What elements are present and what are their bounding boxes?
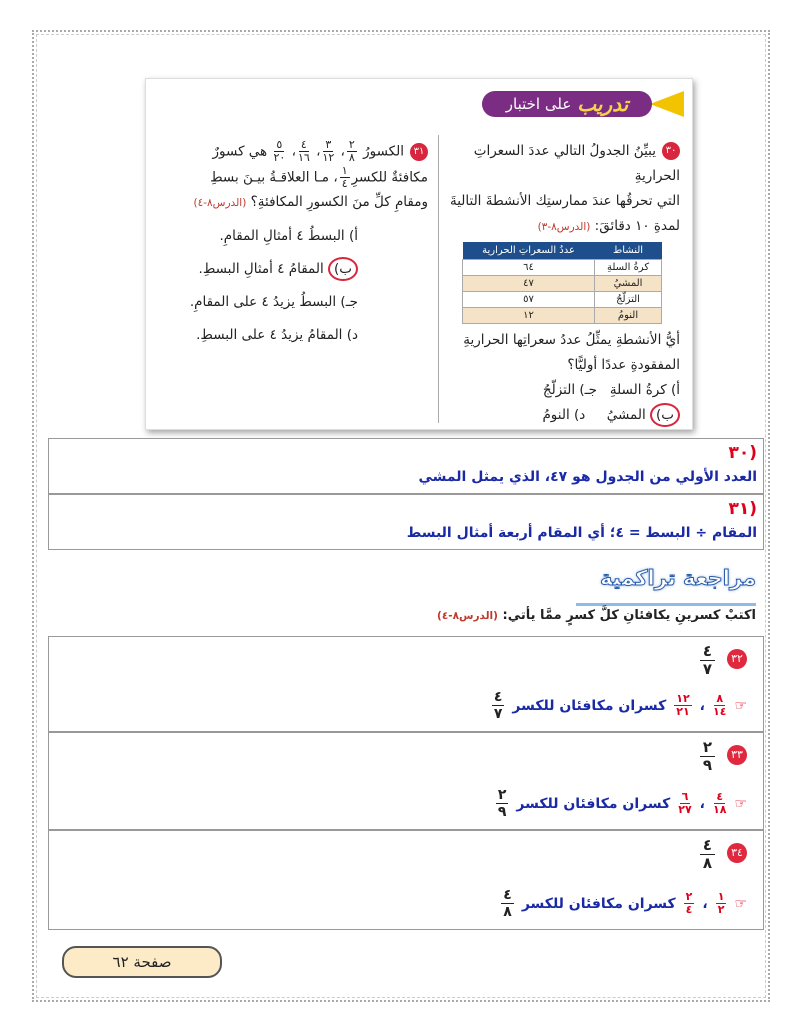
banner-subtitle: على اختبار xyxy=(505,95,572,113)
q30-options-row2 xyxy=(435,403,680,428)
table-header: عددُ السعراتِ الحرارية xyxy=(463,242,595,260)
q30-option-d[interactable]: د) النومُ xyxy=(542,407,586,423)
table-row: النومُ ١٢ xyxy=(463,308,662,324)
exercise-33 xyxy=(48,732,764,830)
q30-question-line2: المفقودةِ عددًا أوليًّا؟ xyxy=(567,357,680,373)
answer-fraction: $\frac{٨}{١٤}$ xyxy=(713,692,727,718)
banner-pill xyxy=(482,91,652,117)
q30-option-a[interactable]: أ) كرةُ السلةِ xyxy=(609,382,680,398)
review-underline xyxy=(576,603,756,606)
answer-fraction: $\frac{١٢}{٢١}$ xyxy=(676,692,690,718)
q31-lesson-ref: (الدرس٨-٤) xyxy=(193,197,247,209)
answer-fraction: $\frac{٤}{٧}$ xyxy=(493,689,503,722)
review-instruction: اكتبْ كسرينِ يكافئانِ كلَّ كسرٍ ممَّا يأتي: (الدرس٨-٤) xyxy=(437,608,756,623)
fraction: $\frac{١}{٤}$ xyxy=(341,163,348,190)
answer-label: كسران مكافئان للكسر xyxy=(521,895,676,912)
q30-option-b-circled[interactable]: ب) xyxy=(650,403,680,427)
answer-fraction: $\frac{٤}{٨}$ xyxy=(503,887,512,920)
table-header-row xyxy=(463,242,662,260)
q31-option-c[interactable]: جـ) البسطُ يزيدُ ٤ على المقامِ. xyxy=(189,294,358,310)
answer-fraction: $\frac{٢}{٤}$ xyxy=(685,890,693,916)
q30-option-b-text[interactable]: المشيُ xyxy=(606,407,646,423)
q31-option-b-text[interactable]: المقامُ ٤ أمثالِ البسطِ. xyxy=(198,261,324,277)
pointing-hand-icon: ☞ xyxy=(734,795,747,812)
q30-option-c[interactable]: جـ) التزلّجُ xyxy=(542,382,597,398)
answer-fraction: $\frac{١}{٢}$ xyxy=(717,890,725,916)
column-divider xyxy=(438,135,439,423)
exercise-number: ٣٤ xyxy=(727,843,747,863)
answer-label: كسران مكافئان للكسر xyxy=(512,697,667,714)
answer-box-31 xyxy=(48,494,764,550)
table-row: التزلّجُ ٥٧ xyxy=(463,292,662,308)
question-fraction: ٤ ٨ xyxy=(700,837,715,872)
answer-fraction: $\frac{٤}{١٨}$ xyxy=(713,790,727,816)
table-row: كرةُ السلةِ ٦٤ xyxy=(463,260,662,276)
banner-title: تدريب xyxy=(577,92,629,116)
question-30 xyxy=(435,139,680,428)
q31-options xyxy=(166,220,428,352)
table-row: المشيُ ٤٧ xyxy=(463,276,662,292)
q30-line2: التي تحرقُها عندَ ممارستِك الأنشطةَ التاليةَ xyxy=(449,193,680,209)
q30-number: ٣٠ xyxy=(662,142,680,160)
banner-arrow-icon xyxy=(650,91,684,117)
question-fraction: ٢ ٩ xyxy=(700,739,715,774)
cumulative-review-title: مراجعة تراكمية xyxy=(599,566,756,590)
exercise-answer: ☞ $\frac{١}{٢}$ ، $\frac{٢}{٤}$ كسران مكافئان للكسر $\frac{٤}{٨}$ xyxy=(503,887,747,920)
q31-option-b-circled[interactable]: ب) xyxy=(328,257,358,281)
calories-table xyxy=(462,242,662,324)
exercise-34 xyxy=(48,830,764,930)
q31-number: ٣١ xyxy=(410,143,428,161)
question-31 xyxy=(166,139,428,352)
pointing-hand-icon: ☞ xyxy=(734,895,747,912)
q30-options-row1 xyxy=(435,378,680,403)
answer-text: المقام ÷ البسط = ٤؛ أي المقام أربعة أمثال البسط xyxy=(406,525,757,541)
page-number-badge: صفحة ٦٢ xyxy=(62,946,222,978)
answer-number: (٣١ xyxy=(728,499,757,519)
test-practice-banner xyxy=(479,89,684,119)
pointing-hand-icon: ☞ xyxy=(734,697,747,714)
q31-option-d[interactable]: د) المقامُ يزيدُ ٤ على البسطِ. xyxy=(196,327,358,343)
fraction: $\frac{٤}{١٦}$ xyxy=(297,138,310,164)
review-lesson-ref: (الدرس٨-٤) xyxy=(437,610,498,622)
q30-line3: لمدةِ ١٠ دقائقَ: (الدرس٨-٣) xyxy=(537,218,680,234)
answer-label: كسران مكافئان للكسر xyxy=(516,795,671,812)
exercise-answer: ☞ $\frac{٨}{١٤}$ ، $\frac{١٢}{٢١}$ كسران مكافئان للكسر $\frac{٤}{٧}$ xyxy=(493,689,747,722)
answer-fraction: $\frac{٦}{٢٧}$ xyxy=(678,790,692,816)
exercise-number: ٣٣ xyxy=(727,745,747,765)
q30-line1: ٣٠يبيِّنُ الجدولُ التالي عددَ السعراتِ الحراريةِ xyxy=(473,143,680,184)
q31-option-a[interactable]: أ) البسطُ ٤ أمثالِ المقامِ. xyxy=(219,228,358,244)
fraction: $\frac{٢}{٨}$ xyxy=(348,138,355,164)
answer-fraction: $\frac{٢}{٩}$ xyxy=(497,787,507,820)
answer-box-30 xyxy=(48,438,764,494)
q31-line3: ومقامِ كلِّ منَ الكسورِ المكافئةِ؟ (الدرس٨-٤) xyxy=(193,194,428,210)
exercise-32 xyxy=(48,636,764,732)
q31-line2: مكافئةٌ للكسرِ $\frac{١}{٤}$ ، مـا العلاقـةُ بيـنَ بسطِ xyxy=(210,163,428,190)
question-fraction: ٤ ٧ xyxy=(700,643,715,678)
fraction: $\frac{٣}{١٢}$ xyxy=(322,138,335,164)
q30-lesson-ref: (الدرس٨-٣) xyxy=(537,221,591,233)
exercise-answer: ☞ $\frac{٤}{١٨}$ ، $\frac{٦}{٢٧}$ كسران مكافئان للكسر $\frac{٢}{٩}$ xyxy=(497,787,747,820)
answer-text: العدد الأولي من الجدول هو ٤٧، الذي يمثل المشي xyxy=(418,469,757,485)
q31-line1: ٣١الكسورُ $\frac{٢}{٨}$ ، $\frac{٣}{١٢}$ ، $\frac{٤}{١٦}$ ، $\frac{٥}{٢٠}$ هي كسورٌ xyxy=(166,139,428,165)
textbook-card xyxy=(145,78,693,430)
q31-option-b-row xyxy=(166,253,358,286)
fraction: $\frac{٥}{٢٠}$ xyxy=(273,138,286,164)
answer-number: (٣٠ xyxy=(728,443,757,463)
q30-question-line1: أيُّ الأنشطةِ يمثِّلُ عددُ سعراتِها الحراريةِ xyxy=(463,332,680,348)
exercise-number: ٣٢ xyxy=(727,649,747,669)
table-header: النشاط xyxy=(595,242,662,260)
